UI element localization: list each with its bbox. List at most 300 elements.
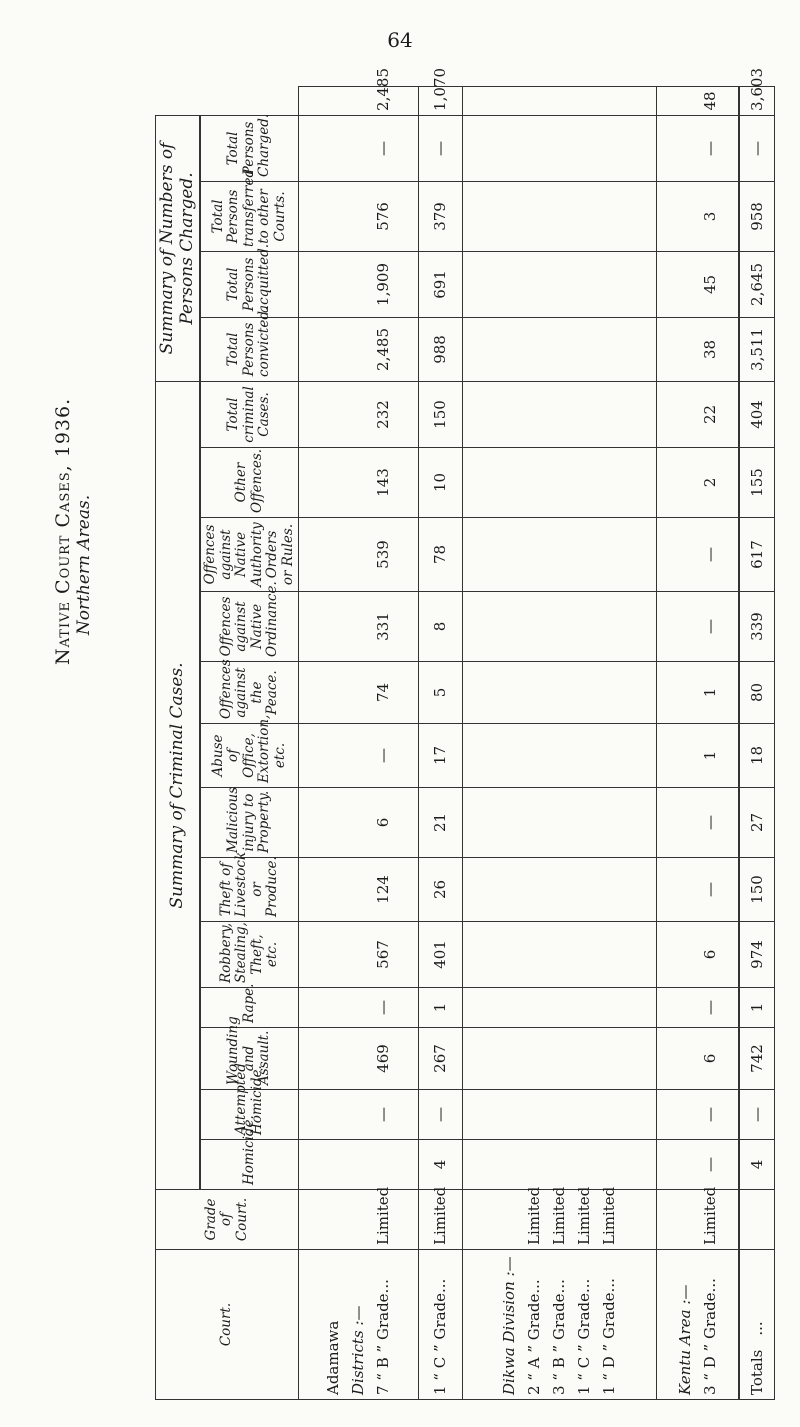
value-cell <box>299 788 418 858</box>
value-line <box>673 1144 698 1185</box>
value-line <box>547 1032 572 1085</box>
value-line <box>572 120 597 177</box>
value-line: 48 <box>700 91 719 111</box>
value-line <box>547 992 572 1023</box>
value-line <box>572 1032 597 1085</box>
value-line: — <box>700 1107 719 1122</box>
value-line <box>673 386 698 443</box>
totals-value-cell: — <box>739 1090 774 1140</box>
value-line <box>321 386 346 443</box>
value-cell <box>418 518 463 592</box>
value-line: — <box>430 1107 449 1122</box>
value-line <box>346 596 371 657</box>
value-cell <box>463 518 657 592</box>
grade-line: Limited <box>575 1186 594 1245</box>
grade-line <box>346 1194 371 1245</box>
totals-value-cell: 80 <box>739 662 774 724</box>
totals-value-cell: 3,603 <box>739 87 774 116</box>
court-line: 2 “ A ” Grade... <box>525 1279 544 1395</box>
value-line <box>497 926 522 983</box>
value-line <box>547 256 572 313</box>
value-cell <box>299 115 418 181</box>
court-line: 1 “ C ” Grade... <box>430 1278 449 1395</box>
value-line <box>572 926 597 983</box>
value-line <box>597 120 622 177</box>
value-cell <box>299 592 418 662</box>
court-cases-table <box>155 68 775 1400</box>
column-header: Theft of Livestock or Produce. <box>200 858 299 922</box>
value-line <box>572 452 597 513</box>
value-line: 17 <box>430 745 449 766</box>
table-row <box>418 87 463 1400</box>
value-line <box>673 596 698 657</box>
value-cell <box>463 251 657 317</box>
value-line <box>321 1144 346 1185</box>
value-line <box>371 1144 396 1185</box>
criminal-cases-group-header: Summary of Criminal Cases. <box>156 381 201 1189</box>
value-cell <box>657 251 740 317</box>
table-row <box>463 87 657 1400</box>
value-cell <box>299 662 418 724</box>
court-line: Dikwa Division :— <box>500 1256 519 1395</box>
value-line: — <box>373 1000 392 1015</box>
value-line <box>572 728 597 783</box>
value-line <box>673 120 698 177</box>
value-cell <box>418 181 463 251</box>
value-line <box>572 386 597 443</box>
value-line <box>321 186 346 247</box>
value-line <box>597 666 622 719</box>
column-header: Malicious injury to Property. <box>200 788 299 858</box>
value-line: 38 <box>700 339 719 360</box>
value-line: 6 <box>373 817 392 828</box>
value-cell <box>418 317 463 381</box>
value-line <box>597 186 622 247</box>
value-line: 331 <box>373 612 392 641</box>
totals-value-cell: 150 <box>739 858 774 922</box>
value-cell <box>418 592 463 662</box>
grade-cell <box>418 1186 463 1250</box>
totals-value-cell: 4 <box>739 1140 774 1190</box>
value-line: 2,485 <box>373 68 392 111</box>
value-cell <box>299 181 418 251</box>
totals-value-cell: 404 <box>739 381 774 447</box>
value-line <box>547 862 572 917</box>
value-line <box>321 1094 346 1135</box>
value-line <box>497 1144 522 1185</box>
value-line: 124 <box>373 875 392 904</box>
value-line <box>522 91 547 111</box>
value-line <box>497 522 522 587</box>
value-cell <box>299 381 418 447</box>
value-line <box>346 992 371 1023</box>
grade-line: Limited <box>430 1186 449 1245</box>
value-line <box>547 596 572 657</box>
value-line: 1 <box>700 750 719 761</box>
column-header: Rape. <box>200 988 299 1028</box>
value-line <box>346 1032 371 1085</box>
value-line <box>321 522 346 587</box>
value-cell <box>657 1090 740 1140</box>
value-line <box>321 452 346 513</box>
value-line: 267 <box>430 1044 449 1073</box>
value-line <box>321 1032 346 1085</box>
grade-column-header: Grade of Court. <box>156 1190 299 1250</box>
value-line <box>321 91 346 111</box>
totals-value-cell: — <box>739 115 774 181</box>
value-line <box>321 256 346 313</box>
totals-value-cell: 18 <box>739 724 774 788</box>
column-header: Other Offences. <box>200 448 299 518</box>
value-line <box>522 386 547 443</box>
value-line <box>346 1094 371 1135</box>
totals-value-cell: 958 <box>739 181 774 251</box>
grade-line: Limited <box>700 1186 719 1245</box>
value-line <box>522 926 547 983</box>
value-cell <box>463 724 657 788</box>
value-line <box>597 386 622 443</box>
value-line <box>497 1032 522 1085</box>
value-line <box>346 91 371 111</box>
value-line <box>547 1094 572 1135</box>
value-line <box>497 322 522 377</box>
value-line: 576 <box>373 202 392 231</box>
value-cell <box>463 858 657 922</box>
value-cell <box>463 1028 657 1090</box>
value-line <box>321 792 346 853</box>
value-line <box>321 862 346 917</box>
value-line: 401 <box>430 940 449 969</box>
value-cell <box>657 1028 740 1090</box>
column-header: Total Persons acquitted. <box>200 251 299 317</box>
value-line <box>497 91 522 111</box>
totals-value-cell: 1 <box>739 988 774 1028</box>
value-cell <box>299 1028 418 1090</box>
grade-line <box>321 1194 346 1245</box>
value-line <box>673 666 698 719</box>
value-line <box>597 522 622 587</box>
value-line: — <box>700 140 719 156</box>
value-cell <box>418 788 463 858</box>
value-cell <box>463 87 657 116</box>
value-cell <box>463 662 657 724</box>
value-line <box>321 992 346 1023</box>
value-line: — <box>430 140 449 156</box>
value-line <box>522 1144 547 1185</box>
value-line: 988 <box>430 335 449 364</box>
court-line: 1 “ C ” Grade... <box>575 1278 594 1395</box>
value-line <box>597 862 622 917</box>
value-cell <box>418 448 463 518</box>
value-cell <box>463 317 657 381</box>
value-line <box>597 322 622 377</box>
value-cell <box>657 1140 740 1190</box>
value-line <box>572 666 597 719</box>
totals-dots: ... <box>748 1321 767 1336</box>
totals-value-cell: 617 <box>739 518 774 592</box>
value-line <box>522 792 547 853</box>
grade-line <box>497 1194 522 1245</box>
value-line <box>673 186 698 247</box>
value-cell <box>299 922 418 988</box>
value-line: 379 <box>430 202 449 231</box>
value-cell <box>299 68 418 116</box>
value-line: — <box>700 882 719 897</box>
value-cell <box>418 922 463 988</box>
value-line: 74 <box>373 682 392 703</box>
value-line <box>547 91 572 111</box>
value-cell <box>418 68 463 116</box>
court-cell <box>463 1250 657 1400</box>
column-header: Total Persons Charged. <box>200 115 299 181</box>
value-line <box>522 186 547 247</box>
value-line <box>321 926 346 983</box>
value-line <box>321 728 346 783</box>
value-line <box>572 522 597 587</box>
value-line <box>673 256 698 313</box>
value-cell <box>657 724 740 788</box>
value-line <box>321 120 346 177</box>
value-cell <box>657 858 740 922</box>
value-line <box>597 1094 622 1135</box>
court-line: 3 “ B ” Grade... <box>550 1279 569 1395</box>
value-cell <box>463 788 657 858</box>
grade-line: Limited <box>525 1186 544 1245</box>
value-line <box>346 256 371 313</box>
side-title-line2: Northern Areas. <box>74 494 94 636</box>
value-cell <box>418 381 463 447</box>
totals-value-cell: 742 <box>739 1028 774 1090</box>
value-line <box>572 322 597 377</box>
rotated-table-frame <box>155 68 775 1400</box>
value-cell <box>657 381 740 447</box>
value-line <box>673 926 698 983</box>
value-line: 143 <box>373 468 392 497</box>
value-cell <box>463 448 657 518</box>
side-title <box>52 397 94 665</box>
value-line <box>673 728 698 783</box>
value-line <box>597 91 622 111</box>
value-line: 1 <box>430 1002 449 1013</box>
value-line <box>547 186 572 247</box>
value-line: 232 <box>373 400 392 429</box>
value-line <box>497 256 522 313</box>
value-line <box>497 452 522 513</box>
value-line <box>346 1144 371 1185</box>
value-cell <box>657 592 740 662</box>
value-line: 6 <box>700 1053 719 1064</box>
column-header: Attempted Homicide. <box>200 1090 299 1140</box>
value-line <box>673 862 698 917</box>
totals-value-cell: 3,511 <box>739 317 774 381</box>
value-line <box>346 862 371 917</box>
value-cell <box>418 1028 463 1090</box>
value-line: 78 <box>430 544 449 565</box>
value-line <box>597 256 622 313</box>
column-header: Total criminal Cases. <box>200 381 299 447</box>
court-line: 3 “ D ” Grade... <box>700 1278 719 1395</box>
court-cell <box>299 1250 418 1400</box>
grade-cell <box>657 1186 740 1250</box>
court-cell <box>657 1250 740 1400</box>
column-header: Offences against Native Ordinance. <box>200 592 299 662</box>
column-header: Homicide. <box>200 1140 299 1190</box>
value-cell <box>463 1090 657 1140</box>
value-line <box>346 728 371 783</box>
court-line: Districts :— <box>348 1305 367 1395</box>
value-cell <box>299 1090 418 1140</box>
value-line: 21 <box>430 812 449 833</box>
court-line: Kentu Area :— <box>675 1284 694 1395</box>
value-line <box>673 992 698 1023</box>
court-line: 7 “ B ” Grade... <box>373 1279 392 1395</box>
value-cell <box>463 592 657 662</box>
value-cell <box>657 448 740 518</box>
value-cell <box>463 115 657 181</box>
table-row <box>299 87 418 1400</box>
totals-value-cell: 339 <box>739 592 774 662</box>
column-header: Total Persons transferred to other Courts. <box>200 181 299 251</box>
side-title-line1: Native Court Cases, 1936. <box>52 397 74 665</box>
value-line: — <box>700 547 719 562</box>
value-line: 4 <box>430 1159 449 1170</box>
value-line <box>522 522 547 587</box>
value-line <box>572 596 597 657</box>
value-line <box>547 728 572 783</box>
value-line: 150 <box>430 400 449 429</box>
value-line <box>497 120 522 177</box>
value-line <box>346 452 371 513</box>
column-header: Offences against Native Authority Orders or Rules. <box>200 518 299 592</box>
value-cell <box>299 448 418 518</box>
value-cell <box>657 115 740 181</box>
value-cell <box>418 251 463 317</box>
value-line: 691 <box>430 270 449 299</box>
value-line: 6 <box>700 949 719 960</box>
value-cell <box>299 518 418 592</box>
value-cell <box>657 922 740 988</box>
value-line: — <box>373 140 392 156</box>
value-cell <box>463 1140 657 1190</box>
value-line <box>547 322 572 377</box>
value-line <box>597 596 622 657</box>
value-line <box>346 120 371 177</box>
totals-value-cell: 2,645 <box>739 251 774 317</box>
value-cell <box>463 381 657 447</box>
value-line: 567 <box>373 940 392 969</box>
value-line <box>321 322 346 377</box>
value-cell <box>657 87 740 116</box>
value-line <box>497 186 522 247</box>
value-cell <box>299 251 418 317</box>
value-line: 469 <box>373 1044 392 1073</box>
value-line <box>522 666 547 719</box>
column-header: Offences against the Peace. <box>200 662 299 724</box>
value-line <box>547 452 572 513</box>
value-line <box>673 792 698 853</box>
value-line <box>522 596 547 657</box>
value-line <box>346 386 371 443</box>
grade-line: Limited <box>600 1186 619 1245</box>
value-line: 26 <box>430 879 449 900</box>
value-line <box>673 1094 698 1135</box>
value-cell <box>463 922 657 988</box>
value-line <box>346 926 371 983</box>
value-cell <box>463 181 657 251</box>
value-line: 10 <box>430 472 449 493</box>
value-line <box>522 992 547 1023</box>
value-line <box>522 256 547 313</box>
totals-value-cell: 27 <box>739 788 774 858</box>
value-cell <box>657 988 740 1028</box>
value-cell <box>657 662 740 724</box>
value-line: 1 <box>700 687 719 698</box>
value-line <box>572 1144 597 1185</box>
totals-row <box>739 87 774 1400</box>
value-cell <box>418 724 463 788</box>
value-line <box>597 1144 622 1185</box>
court-cell <box>418 1250 463 1400</box>
value-line <box>572 1094 597 1135</box>
value-line <box>547 666 572 719</box>
totals-grade-cell <box>739 1190 774 1250</box>
value-line: — <box>373 748 392 763</box>
value-line <box>597 1032 622 1085</box>
court-line: 1 “ D ” Grade... <box>600 1278 619 1395</box>
value-line <box>497 862 522 917</box>
value-line <box>547 1144 572 1185</box>
grade-line: Limited <box>550 1186 569 1245</box>
value-line: 45 <box>700 274 719 295</box>
totals-label-cell <box>739 1250 774 1400</box>
value-line <box>673 1032 698 1085</box>
value-cell <box>418 1090 463 1140</box>
value-line <box>547 522 572 587</box>
value-line <box>497 792 522 853</box>
table-row <box>657 87 740 1400</box>
totals-label: Totals <box>748 1349 767 1395</box>
value-line: — <box>700 815 719 830</box>
value-line <box>572 862 597 917</box>
value-line: 1,070 <box>430 68 449 111</box>
value-cell <box>299 988 418 1028</box>
value-cell <box>657 317 740 381</box>
value-cell <box>299 724 418 788</box>
column-header: Robbery, Stealing, Theft, etc. <box>200 922 299 988</box>
value-line: 22 <box>700 404 719 425</box>
value-line <box>673 91 698 111</box>
value-cell <box>299 858 418 922</box>
value-line <box>572 91 597 111</box>
value-line <box>572 256 597 313</box>
value-cell <box>657 518 740 592</box>
value-line <box>522 728 547 783</box>
page-number: 64 <box>387 28 413 52</box>
value-cell <box>418 115 463 181</box>
value-line: 539 <box>373 540 392 569</box>
value-cell <box>299 317 418 381</box>
value-line <box>497 596 522 657</box>
value-line <box>346 186 371 247</box>
value-line: — <box>700 1000 719 1015</box>
value-cell <box>418 662 463 724</box>
value-line <box>572 186 597 247</box>
value-line: 2,485 <box>373 328 392 371</box>
value-line <box>346 522 371 587</box>
value-cell <box>418 1140 463 1190</box>
value-line <box>597 452 622 513</box>
value-line <box>522 1032 547 1085</box>
